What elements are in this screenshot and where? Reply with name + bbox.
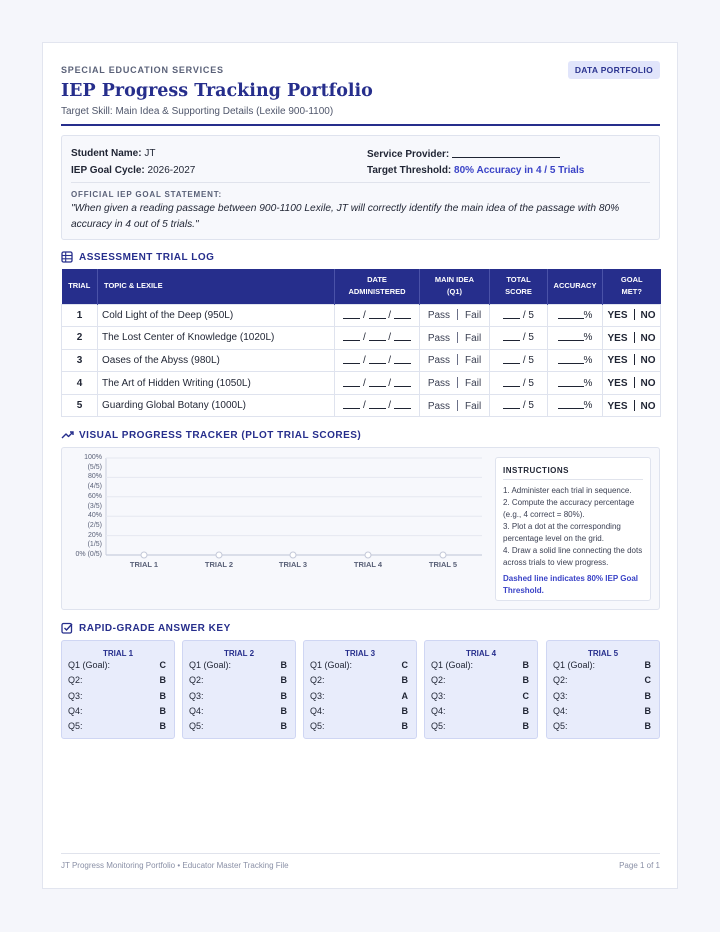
table-row xyxy=(62,304,661,327)
trial-plot-point[interactable] xyxy=(216,552,222,558)
total-score-blank[interactable]: / 5 xyxy=(490,349,548,372)
answer-key-trial-title: TRIAL 4 xyxy=(465,649,497,658)
answer-row xyxy=(304,706,416,721)
page-number: Page 1 of 1 xyxy=(619,861,660,870)
total-score-blank[interactable]: / 5 xyxy=(490,304,548,327)
answer-value: B xyxy=(522,660,529,670)
question-label: Q5: xyxy=(68,721,83,732)
question-label: Q3: xyxy=(431,690,446,701)
question-label: Q2: xyxy=(189,675,204,686)
answer-row xyxy=(62,691,174,706)
trial-topic: The Lost Center of Knowledge (1020L) xyxy=(98,327,335,350)
question-label: Q2: xyxy=(431,675,446,686)
fail-option[interactable]: Fail xyxy=(465,355,482,367)
answer-row xyxy=(304,721,416,736)
answer-value: B xyxy=(280,690,287,701)
yes-option[interactable]: YES xyxy=(607,378,628,390)
goal-statement-label: OFFICIAL IEP GOAL STATEMENT: xyxy=(71,190,222,199)
answer-row xyxy=(183,691,295,706)
answer-value: B xyxy=(522,675,529,686)
instructions-title: INSTRUCTIONS xyxy=(503,466,643,480)
pass-fail-choice[interactable] xyxy=(420,304,490,327)
answer-row xyxy=(304,691,416,706)
date-blank[interactable]: / / xyxy=(335,327,420,350)
trial-log-title: ASSESSMENT TRIAL LOG xyxy=(79,252,215,263)
pass-option[interactable]: Pass xyxy=(427,378,451,390)
x-tick-label: TRIAL 5 xyxy=(428,560,458,569)
target-threshold-value: 80% Accuracy in 4 / 5 Trials xyxy=(454,165,585,176)
yes-option[interactable]: YES xyxy=(607,355,628,367)
answer-key-card xyxy=(61,640,175,739)
answer-value: B xyxy=(280,705,287,716)
trial-number: 4 xyxy=(62,372,98,395)
date-blank[interactable]: / / xyxy=(335,372,420,395)
answer-row xyxy=(425,721,537,736)
answer-value: B xyxy=(644,690,651,701)
answer-key-card xyxy=(546,640,660,739)
question-label: Q4: xyxy=(431,705,446,716)
answer-value: B xyxy=(644,721,651,732)
answer-row xyxy=(183,675,295,690)
answer-row xyxy=(62,675,174,690)
answer-value: B xyxy=(280,660,287,670)
header-total-score: TOTAL SCORE xyxy=(490,269,548,304)
answer-row xyxy=(62,660,174,675)
question-label: Q5: xyxy=(431,721,446,732)
answer-row xyxy=(425,691,537,706)
trial-number: 3 xyxy=(62,349,98,372)
no-option[interactable]: NO xyxy=(640,378,656,390)
accuracy-blank[interactable]: % xyxy=(548,304,603,327)
answer-value: B xyxy=(159,675,166,686)
pass-option[interactable]: Pass xyxy=(427,355,451,367)
answer-key-trial-title: TRIAL 1 xyxy=(102,649,134,658)
question-label: Q1 (Goal): xyxy=(431,660,474,670)
answer-value: B xyxy=(280,675,287,686)
yes-option[interactable]: YES xyxy=(607,332,628,344)
progress-grid[interactable] xyxy=(62,448,492,611)
pass-fail-choice[interactable] xyxy=(420,349,490,372)
progress-tracker-title: VISUAL PROGRESS TRACKER (PLOT TRIAL SCORES) xyxy=(79,430,362,441)
instructions-panel xyxy=(495,457,651,601)
question-label: Q5: xyxy=(310,721,325,732)
no-option[interactable]: NO xyxy=(640,332,656,344)
goal-cycle-label: IEP Goal Cycle: xyxy=(71,165,145,176)
accuracy-blank[interactable]: % xyxy=(548,349,603,372)
answer-value: B xyxy=(159,690,166,701)
goal-met-choice[interactable] xyxy=(603,372,661,395)
question-label: Q1 (Goal): xyxy=(553,660,596,670)
org-label: SPECIAL EDUCATION SERVICES xyxy=(61,65,224,75)
answer-row xyxy=(547,706,659,721)
table-icon xyxy=(61,251,73,263)
answer-value: A xyxy=(401,690,408,701)
y-tick-label: 80% xyxy=(87,473,102,481)
answer-value: C xyxy=(522,690,529,701)
answer-row xyxy=(304,675,416,690)
trial-plot-point[interactable] xyxy=(440,552,446,558)
question-label: Q2: xyxy=(68,675,83,686)
pass-fail-choice[interactable] xyxy=(420,327,490,350)
answer-value: B xyxy=(644,705,651,716)
answer-value: C xyxy=(644,675,651,686)
x-tick-label: TRIAL 2 xyxy=(204,560,234,569)
question-label: Q2: xyxy=(310,675,325,686)
table-header-row xyxy=(62,269,661,304)
trial-number: 2 xyxy=(62,327,98,350)
question-label: Q2: xyxy=(553,675,568,686)
question-label: Q3: xyxy=(553,690,568,701)
answer-row xyxy=(183,721,295,736)
accuracy-blank[interactable]: % xyxy=(548,372,603,395)
student-name-label: Student Name: xyxy=(71,148,142,159)
table-row xyxy=(62,372,661,395)
student-name-field xyxy=(71,148,155,159)
y-tick-label: (4/5) xyxy=(87,483,102,491)
target-threshold-field xyxy=(367,165,584,176)
page-title: IEP Progress Tracking Portfolio xyxy=(61,81,373,101)
y-tick-label: 100% xyxy=(84,454,102,461)
x-tick-label: TRIAL 4 xyxy=(353,560,383,569)
question-label: Q1 (Goal): xyxy=(310,660,353,670)
goal-cycle-value: 2026-2027 xyxy=(147,165,196,176)
answer-key-title: RAPID-GRADE ANSWER KEY xyxy=(79,623,231,634)
trial-topic: The Art of Hidden Writing (1050L) xyxy=(98,372,335,395)
answer-key-trial-title: TRIAL 3 xyxy=(344,649,376,658)
service-provider-label: Service Provider: xyxy=(367,149,450,160)
no-option[interactable]: NO xyxy=(640,355,656,367)
header-goal-met: GOAL MET? xyxy=(603,269,661,304)
footer-left: JT Progress Monitoring Portfolio • Educator Master Tracking File xyxy=(61,861,289,870)
answer-row xyxy=(304,660,416,675)
target-threshold-label: Target Threshold: xyxy=(367,165,452,176)
answer-row xyxy=(425,706,537,721)
answer-row xyxy=(547,721,659,736)
data-portfolio-badge: DATA PORTFOLIO xyxy=(568,61,660,79)
answer-value: C xyxy=(159,660,166,670)
y-tick-label: 20% xyxy=(87,531,102,539)
date-blank[interactable]: / / xyxy=(335,349,420,372)
goal-met-choice[interactable] xyxy=(603,327,661,350)
trend-up-icon xyxy=(61,429,74,441)
instruction-step: 3. Plot a dot at the corresponding percentage level on the grid. xyxy=(503,522,621,543)
header-accuracy: ACCURACY xyxy=(548,269,603,304)
info-divider xyxy=(71,182,650,183)
header-main-idea: MAIN IDEA (Q1) xyxy=(420,269,490,304)
y-tick-label: (2/5) xyxy=(87,521,102,529)
fail-option[interactable]: Fail xyxy=(465,400,482,412)
trial-number: 1 xyxy=(62,304,98,327)
question-label: Q1 (Goal): xyxy=(189,660,232,670)
footer-divider xyxy=(61,853,660,854)
instruction-step: 4. Draw a solid line connecting the dots across trials to view progress. xyxy=(503,546,643,567)
yes-option[interactable]: YES xyxy=(607,310,628,322)
question-label: Q5: xyxy=(189,721,204,732)
answer-value: B xyxy=(522,721,529,732)
answer-row xyxy=(547,675,659,690)
answer-key-card xyxy=(303,640,417,739)
goal-met-choice[interactable] xyxy=(603,394,661,417)
yes-option[interactable]: YES xyxy=(607,400,628,412)
question-label: Q3: xyxy=(68,690,83,701)
answer-row xyxy=(425,660,537,675)
pass-option[interactable]: Pass xyxy=(427,400,451,412)
y-tick-label: 0% (0/5) xyxy=(75,551,102,558)
answer-row xyxy=(183,660,295,675)
y-tick-label: (3/5) xyxy=(87,502,102,510)
trial-plot-point[interactable] xyxy=(290,552,296,558)
answer-row xyxy=(62,721,174,736)
table-row xyxy=(62,349,661,372)
instruction-step: 1. Administer each trial in sequence. xyxy=(503,486,632,495)
question-label: Q1 (Goal): xyxy=(68,660,111,670)
answer-row xyxy=(547,691,659,706)
progress-tracker-box xyxy=(61,447,660,610)
x-tick-label: TRIAL 1 xyxy=(129,560,159,569)
student-name-value: JT xyxy=(144,148,156,159)
date-blank[interactable]: / / xyxy=(335,304,420,327)
answer-value: B xyxy=(522,705,529,716)
checkbox-icon xyxy=(61,622,73,634)
y-tick-label: 60% xyxy=(87,492,102,500)
fail-option[interactable]: Fail xyxy=(465,378,482,390)
total-score-blank[interactable]: / 5 xyxy=(490,394,548,417)
accuracy-blank[interactable]: % xyxy=(548,327,603,350)
answer-key-card xyxy=(424,640,538,739)
answer-key-trial-title: TRIAL 5 xyxy=(587,649,619,658)
instruction-step: 2. Compute the accuracy percentage (e.g., 4 correct = 80%). xyxy=(503,498,635,519)
x-tick-label: TRIAL 3 xyxy=(278,560,308,569)
portfolio-page xyxy=(42,42,678,889)
trial-topic: Cold Light of the Deep (950L) xyxy=(98,304,335,327)
answer-row xyxy=(62,706,174,721)
threshold-note: Dashed line indicates 80% IEP Goal Threshold. xyxy=(503,574,639,595)
answer-value: C xyxy=(401,660,408,670)
answer-value: B xyxy=(159,721,166,732)
answer-row xyxy=(425,675,537,690)
title-divider xyxy=(61,124,660,126)
service-provider-field xyxy=(367,148,560,160)
trial-plot-point[interactable] xyxy=(365,552,371,558)
trial-topic: Oases of the Abyss (980L) xyxy=(98,349,335,372)
answer-value: B xyxy=(644,660,651,670)
question-label: Q4: xyxy=(68,705,83,716)
question-label: Q4: xyxy=(310,705,325,716)
pass-fail-choice[interactable] xyxy=(420,394,490,417)
question-label: Q5: xyxy=(553,721,568,732)
goal-statement-text: "When given a reading passage between 900-1100 Lexile, JT will correctly identify the main idea of the passage with 80% accuracy in 4 out of 5 trials." xyxy=(71,203,620,230)
goal-met-choice[interactable] xyxy=(603,304,661,327)
question-label: Q4: xyxy=(189,705,204,716)
answer-key-card xyxy=(182,640,296,739)
question-label: Q3: xyxy=(310,690,325,701)
pass-fail-choice[interactable] xyxy=(420,372,490,395)
answer-row xyxy=(547,660,659,675)
answer-key-trial-title: TRIAL 2 xyxy=(223,649,255,658)
date-blank[interactable]: / / xyxy=(335,394,420,417)
question-label: Q4: xyxy=(553,705,568,716)
answer-value: B xyxy=(280,721,287,732)
answer-value: B xyxy=(159,705,166,716)
pass-option[interactable]: Pass xyxy=(427,332,451,344)
trial-plot-point[interactable] xyxy=(141,552,147,558)
answer-value: B xyxy=(401,705,408,716)
answer-value: B xyxy=(401,675,408,686)
header-date: DATE ADMINISTERED xyxy=(335,269,420,304)
total-score-blank[interactable]: / 5 xyxy=(490,372,548,395)
y-tick-label: 40% xyxy=(87,512,102,520)
fail-option[interactable]: Fail xyxy=(465,310,482,322)
fail-option[interactable]: Fail xyxy=(465,332,482,344)
student-info-box xyxy=(61,135,660,240)
y-tick-label: (5/5) xyxy=(87,463,102,471)
trial-topic: Guarding Global Botany (1000L) xyxy=(98,394,335,417)
no-option[interactable]: NO xyxy=(640,400,656,412)
service-provider-blank[interactable] xyxy=(452,148,560,158)
header-trial: TRIAL xyxy=(62,269,98,304)
trial-number: 5 xyxy=(62,394,98,417)
goal-cycle-field xyxy=(71,165,195,176)
answer-row xyxy=(183,706,295,721)
goal-met-choice[interactable] xyxy=(603,349,661,372)
answer-value: B xyxy=(401,721,408,732)
table-row xyxy=(62,394,661,417)
accuracy-blank[interactable]: % xyxy=(548,394,603,417)
y-tick-label: (1/5) xyxy=(87,541,102,549)
pass-option[interactable]: Pass xyxy=(427,310,451,322)
table-row xyxy=(62,327,661,350)
total-score-blank[interactable]: / 5 xyxy=(490,327,548,350)
no-option[interactable]: NO xyxy=(640,310,656,322)
question-label: Q3: xyxy=(189,690,204,701)
assessment-trial-table xyxy=(61,269,661,417)
page-subtitle: Target Skill: Main Idea & Supporting Details (Lexile 900-1100) xyxy=(61,106,334,117)
header-topic: TOPIC & LEXILE xyxy=(98,269,335,304)
